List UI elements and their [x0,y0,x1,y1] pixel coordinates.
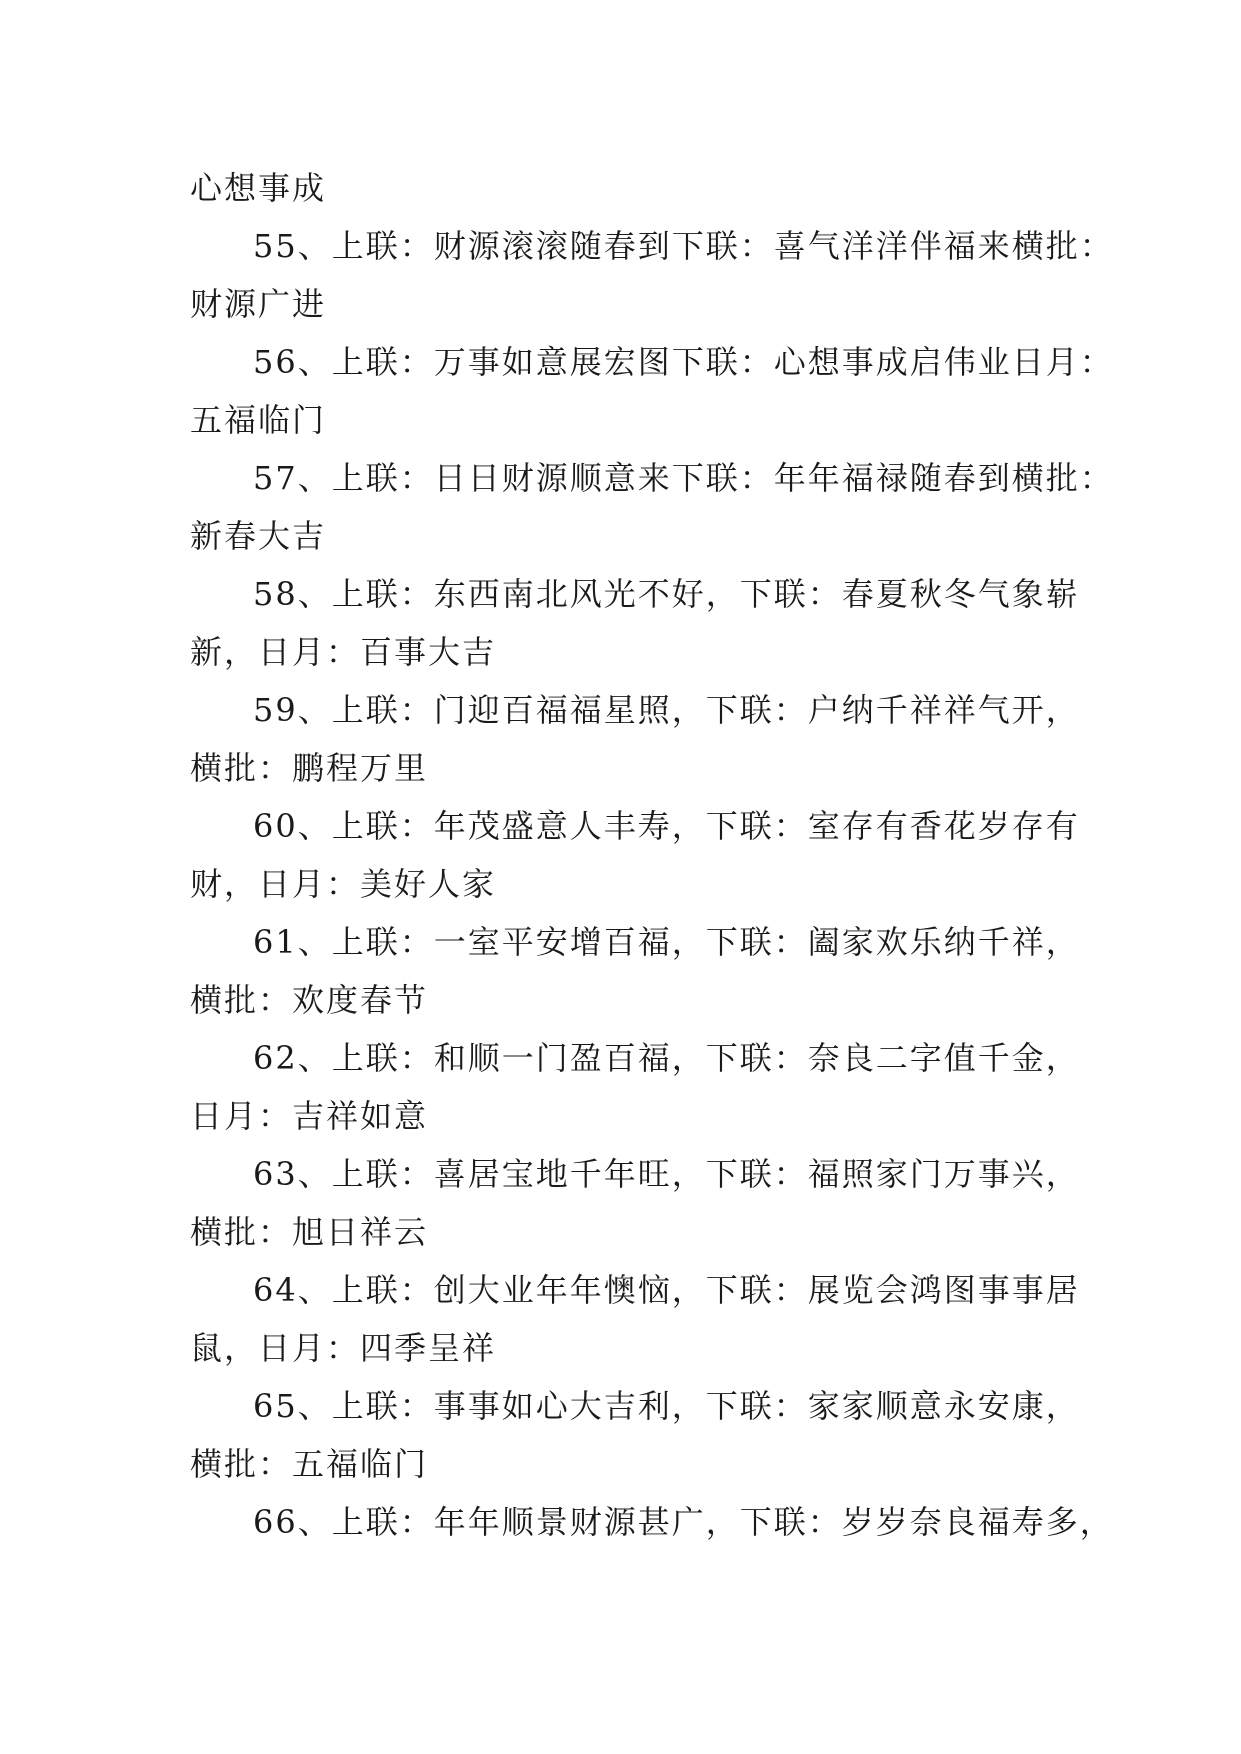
text-line: 财，日月：美好人家 [190,865,497,903]
text-line: 鼠，日月：四季呈祥 [190,1329,497,1367]
couplet-entry-60: 60、上联：年茂盛意人丰寿，下联：室存有香花岁存有 [253,807,1080,845]
text-line: 心想事成 [190,169,327,207]
couplet-entry-62: 62、上联：和顺一门盈百福，下联：奈良二字值千金， [253,1039,1080,1077]
text-line: 横批：欢度春节 [190,981,429,1019]
text-line: 新，日月：百事大吉 [190,633,497,671]
couplet-entry-55: 55、上联：财源滚滚随春到下联：喜气洋洋伴福来横批： [253,227,1114,265]
couplet-entry-58: 58、上联：东西南北风光不好，下联：春夏秋冬气象崭 [253,575,1080,613]
text-line: 日月：吉祥如意 [190,1097,429,1135]
couplet-entry-56: 56、上联：万事如意展宏图下联：心想事成启伟业日月： [253,343,1114,381]
text-line: 横批：旭日祥云 [190,1213,429,1251]
text-line: 财源广进 [190,285,327,323]
text-line: 横批：五福临门 [190,1445,429,1483]
text-line: 新春大吉 [190,517,327,555]
couplet-entry-61: 61、上联：一室平安增百福，下联：阖家欢乐纳千祥， [253,923,1080,961]
couplet-entry-64: 64、上联：创大业年年懊恼，下联：展览会鸿图事事居 [253,1271,1080,1309]
text-line: 横批：鹏程万里 [190,749,429,787]
couplet-entry-66: 66、上联：年年顺景财源甚广，下联：岁岁奈良福寿多， [253,1503,1114,1541]
couplet-entry-65: 65、上联：事事如心大吉利，下联：家家顺意永安康， [253,1387,1080,1425]
text-line: 五福临门 [190,401,327,439]
document-page [190,159,1114,1551]
couplet-entry-59: 59、上联：门迎百福福星照，下联：户纳千祥祥气开， [253,691,1080,729]
couplet-entry-57: 57、上联：日日财源顺意来下联：年年福禄随春到横批： [253,459,1114,497]
couplet-entry-63: 63、上联：喜居宝地千年旺，下联：福照家门万事兴， [253,1155,1080,1193]
